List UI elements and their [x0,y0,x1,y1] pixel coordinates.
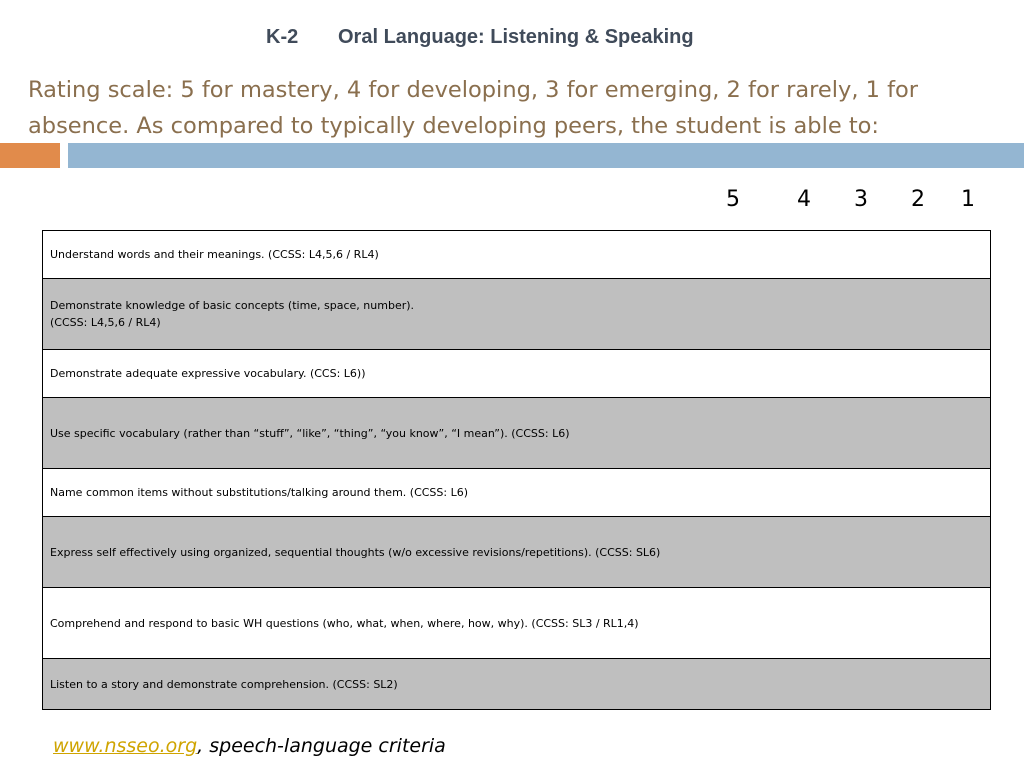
footer-caption: speech-language criteria [209,735,446,757]
table-row [43,659,991,710]
table-row [43,279,991,350]
table-row [43,517,991,588]
scale-label-4: 4 [797,187,811,212]
criterion-cell: Demonstrate knowledge of basic concepts (time, space, number). (CCSS: L4,5,6 / RL4) [43,279,991,350]
scale-label-3: 3 [854,187,868,212]
table-row [43,398,991,469]
criterion-cell: Express self effectively using organized, sequential thoughts (w/o excessive revisions/repetitions). (CCSS: SL6) [43,517,991,588]
accent-bar-orange [0,143,60,168]
criterion-cell: Listen to a story and demonstrate comprehension. (CCSS: SL2) [43,659,991,710]
table-row [43,469,991,517]
grade-label: K-2 [266,26,299,48]
table-row [43,588,991,659]
criterion-cell: Demonstrate adequate expressive vocabulary. (CCS: L6)) [43,350,991,398]
rating-scale-description: Rating scale: 5 for mastery, 4 for developing, 3 for emerging, 2 for rarely, 1 for absence. As compared to typically developing peers, the student is able to: [28,77,919,139]
source-link[interactable]: www.nsseo.org [53,735,198,757]
criterion-cell: Understand words and their meanings. (CCSS: L4,5,6 / RL4) [43,231,991,279]
criterion-cell: Comprehend and respond to basic WH questions (who, what, when, where, how, why). (CCSS: SL3 / RL1,4) [43,588,991,659]
scale-label-2: 2 [911,187,925,212]
page-title [266,26,694,49]
footer [53,735,446,757]
accent-bar-blue [68,143,1024,168]
scale-label-1: 1 [961,187,975,212]
scale-label-5: 5 [726,187,740,212]
criteria-table [42,230,991,710]
criterion-cell: Name common items without substitutions/talking around them. (CCSS: L6) [43,469,991,517]
table-row [43,231,991,279]
footer-separator: , [197,735,204,757]
criterion-cell: Use specific vocabulary (rather than “stuff”, “like”, “thing”, “you know”, “I mean”). (CCSS: L6) [43,398,991,469]
title-text: Oral Language: Listening & Speaking [338,26,694,48]
table-row [43,350,991,398]
